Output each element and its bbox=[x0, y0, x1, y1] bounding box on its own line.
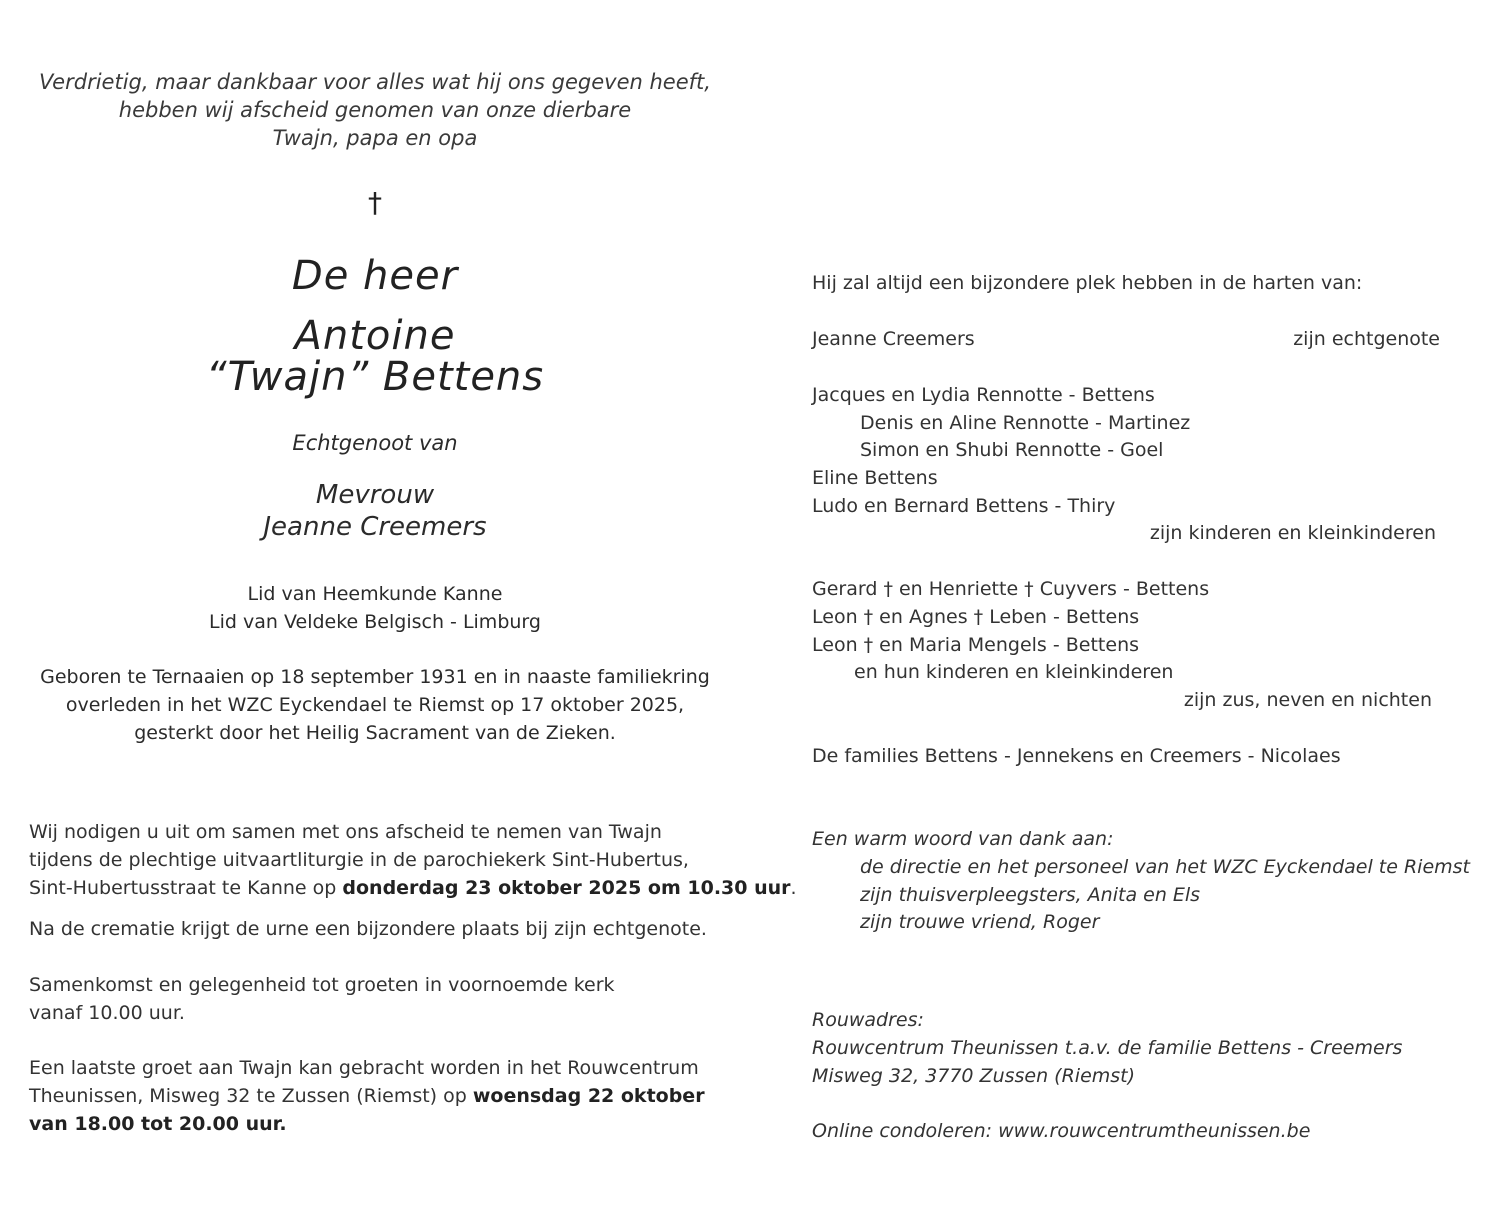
cross-icon: † bbox=[368, 186, 382, 219]
invitation-line-2: tijdens de plechtige uitvaartliturgie in de parochiekerk Sint-Hubertus, bbox=[29, 849, 689, 871]
invitation-line-1: Wij nodigen u uit om samen met ons afscheid te nemen van Twajn bbox=[29, 821, 662, 843]
children-role: zijn kinderen en kleinkinderen bbox=[1149, 522, 1436, 544]
thanks-item-2: zijn thuisverpleegsters, Anita en Els bbox=[860, 884, 1201, 906]
thanks-item-1: de directie en het personeel van het WZC Eyckendael te Riemst bbox=[860, 856, 1470, 878]
address-line-1: Rouwcentrum Theunissen t.a.v. de familie Bettens - Creemers bbox=[812, 1037, 1403, 1059]
gathering-line-2: vanaf 10.00 uur. bbox=[29, 1002, 185, 1024]
intro-line-2: hebben wij afscheid genomen van onze dierbare bbox=[118, 98, 632, 122]
intro-text bbox=[0, 68, 750, 152]
thanks-item-3: zijn trouwe vriend, Roger bbox=[860, 911, 1100, 933]
cremation-note: Na de crematie krijgt de urne een bijzondere plaats bij zijn echtgenote. bbox=[29, 918, 707, 940]
farewell-line-1: Een laatste groet aan Twajn kan gebracht worden in het Rouwcentrum bbox=[29, 1057, 699, 1079]
family-heading: Hij zal altijd een bijzondere plek hebben in de harten van: bbox=[812, 272, 1363, 294]
deceased-nickname-surname: “Twajn” Bettens bbox=[205, 354, 545, 400]
family-spouse-name: Jeanne Creemers bbox=[812, 328, 975, 350]
funeral-date: donderdag 23 oktober 2025 om 10.30 uur bbox=[342, 877, 791, 899]
family-spouse-role: zijn echtgenote bbox=[1293, 328, 1440, 350]
farewell-time: van 18.00 tot 20.00 uur. bbox=[29, 1113, 287, 1135]
spouse-label: Echtgenoot van bbox=[292, 431, 458, 455]
birth-death-line-2: overleden in het WZC Eyckendael te Riemst op 17 oktober 2025, bbox=[65, 694, 685, 716]
address-label: Rouwadres: bbox=[812, 1009, 924, 1031]
birth-death-line-1: Geboren te Ternaaien op 18 september 1931 en in naaste familiekring bbox=[40, 666, 710, 688]
intro-line-1: Verdrietig, maar dankbaar voor alles wat hij ons gegeven heeft, bbox=[39, 70, 711, 94]
membership-2: Lid van Veldeke Belgisch - Limburg bbox=[209, 611, 541, 633]
grandchild-2: Simon en Shubi Rennotte - Goel bbox=[860, 439, 1164, 461]
thanks-heading: Een warm woord van dank aan: bbox=[812, 828, 1114, 850]
child-2: Eline Bettens bbox=[812, 467, 938, 489]
gathering-line-1: Samenkomst en gelegenheid tot groeten in voornoemde kerk bbox=[29, 974, 615, 996]
invitation-line-3 bbox=[29, 874, 797, 902]
child-1: Jacques en Lydia Rennotte - Bettens bbox=[812, 384, 1155, 406]
sibling-1: Gerard † en Henriette † Cuyvers - Bettens bbox=[812, 578, 1210, 600]
membership-1: Lid van Heemkunde Kanne bbox=[247, 583, 503, 605]
families-line: De families Bettens - Jennekens en Creemers - Nicolaes bbox=[812, 745, 1341, 767]
sibling-2: Leon † en Agnes † Leben - Bettens bbox=[812, 606, 1140, 628]
address-line-2: Misweg 32, 3770 Zussen (Riemst) bbox=[812, 1065, 1136, 1087]
child-3: Ludo en Bernard Bettens - Thiry bbox=[812, 495, 1116, 517]
online-condolences: Online condoleren: www.rouwcentrumtheunissen.be bbox=[812, 1120, 1311, 1142]
sibling-3: Leon † en Maria Mengels - Bettens bbox=[812, 634, 1140, 656]
invitation-line-3-suffix: . bbox=[790, 877, 797, 899]
spouse-name: Jeanne Creemers bbox=[263, 512, 487, 542]
right-column bbox=[812, 0, 1470, 1214]
farewell-line-2 bbox=[29, 1082, 705, 1110]
sibling-descendants: en hun kinderen en kleinkinderen bbox=[854, 661, 1174, 683]
intro-line-3: Twajn, papa en opa bbox=[272, 126, 478, 150]
deceased-first-name: Antoine bbox=[294, 313, 456, 359]
siblings-role: zijn zus, neven en nichten bbox=[1183, 689, 1432, 711]
deceased-title: De heer bbox=[291, 253, 459, 299]
spouse-title: Mevrouw bbox=[315, 480, 435, 510]
farewell-line-2-prefix: Theunissen, Misweg 32 te Zussen (Riemst) op bbox=[29, 1085, 473, 1107]
grandchild-1: Denis en Aline Rennotte - Martinez bbox=[860, 412, 1191, 434]
invitation-line-3-prefix: Sint-Hubertusstraat te Kanne op bbox=[29, 877, 343, 899]
farewell-date: woensdag 22 oktober bbox=[472, 1085, 705, 1107]
birth-death-line-3: gesterkt door het Heilig Sacrament van de Zieken. bbox=[134, 722, 616, 744]
farewell-line-3 bbox=[29, 1110, 287, 1138]
